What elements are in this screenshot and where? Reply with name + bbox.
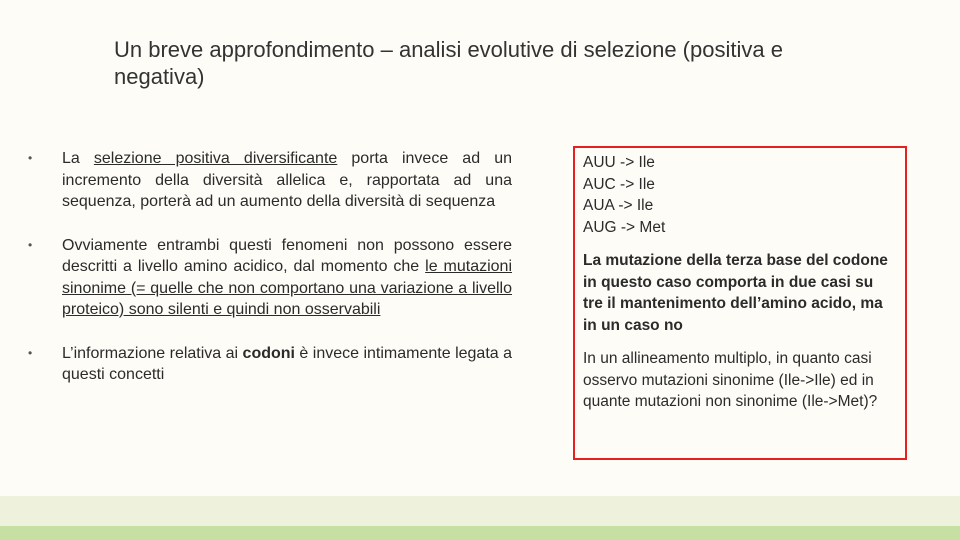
underlined-term: le mutazioni sinonime (= quelle che non comportano una variazione a livello proteico) sono silenti e quindi non osservabili — [62, 258, 512, 318]
codon-line: AUA -> Ile — [583, 197, 654, 214]
codon-line: AUU -> Ile — [583, 154, 655, 171]
footer-band-light — [0, 496, 960, 526]
slide-title: Un breve approfondimento – analisi evolutive di selezione (positiva e negativa) — [114, 37, 783, 89]
third-base-note: La mutazione della terza base del codone in questo caso comporta in due casi su tre il mantenimento dell’amino acido, ma in un caso no — [583, 252, 888, 334]
bullet-text: Ovviamente entrambi questi fenomeni non possono essere descritti a livello amino acidico, dal momento che — [62, 236, 512, 275]
bullet-synonymous-mutations — [28, 235, 512, 321]
codon-box — [573, 146, 907, 460]
alignment-question: In un allineamento multiplo, in quanto casi osservo mutazioni sinonime (Ile->Ile) ed in quante mutazioni non sinonime (Ile->Met)? — [583, 350, 878, 410]
codon-list — [583, 152, 897, 238]
bullet-list — [28, 148, 512, 386]
codon-line: AUC -> Ile — [583, 175, 655, 193]
bullet-text: è invece intimamente legata a questi concetti — [62, 344, 512, 383]
footer-band-green — [0, 526, 960, 540]
underlined-term: selezione positiva diversificante — [93, 150, 338, 167]
bullet-positive-selection — [28, 148, 512, 213]
bullet-text: L’informazione relativa ai — [62, 344, 243, 362]
bullet-codons — [28, 343, 512, 386]
codon-line: AUG -> Met — [583, 218, 666, 236]
bullet-text: porta invece ad un incremento della diversità allelica e, rapportata ad una sequenza, porterà ad un aumento della diversità di sequenza — [62, 150, 512, 210]
bold-term: codoni — [242, 344, 295, 362]
bullet-text: La — [62, 150, 94, 167]
